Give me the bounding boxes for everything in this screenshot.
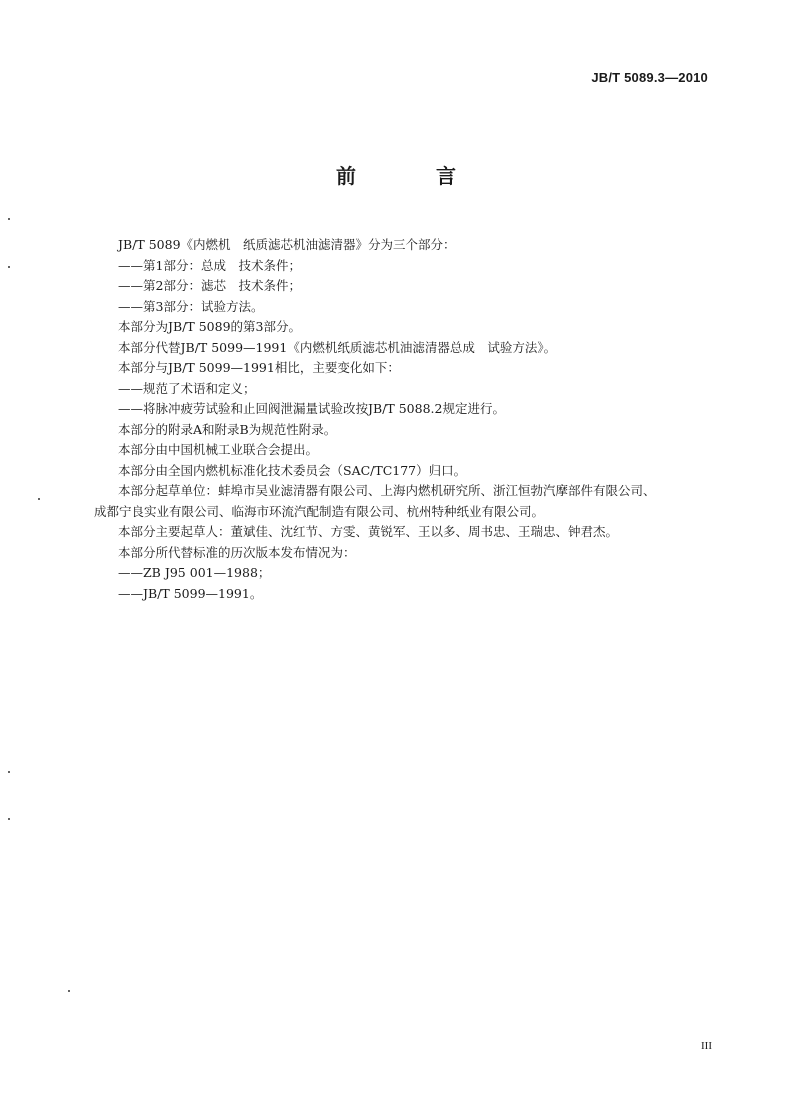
list-item: ——JB/T 5099—1991。 (118, 585, 263, 601)
scan-speck (8, 818, 10, 820)
page-title: 前 言 (336, 164, 486, 188)
scan-speck (8, 771, 10, 773)
paragraph-line: 本部分为JB/T 5089的第3部分。 (118, 319, 301, 334)
paragraph-line: 本部分的附录A和附录B为规范性附录。 (118, 421, 337, 437)
scan-speck (38, 498, 40, 500)
scan-speck (8, 266, 10, 268)
paragraph-line: 本部分所代替标准的历次版本发布情况为： (118, 544, 356, 560)
list-item: ——第2部分：滤芯 技术条件； (118, 278, 301, 293)
paragraph-line: JB/T 5089《内燃机 纸质滤芯机油滤清器》分为三个部分： (118, 237, 456, 252)
page-number: III (701, 1040, 712, 1052)
paragraph-line: 本部分代替JB/T 5099—1991《内燃机纸质滤芯机油滤清器总成 试验方法》。 (118, 339, 557, 355)
scan-speck (8, 218, 10, 220)
list-item: ——ZB J95 001—1988； (118, 565, 271, 580)
list-item: ——规范了术语和定义； (118, 380, 256, 396)
paragraph-line: 本部分由中国机械工业联合会提出。 (118, 442, 319, 457)
list-item: ——第1部分：总成 技术条件； (118, 257, 301, 273)
foreword-body (94, 235, 714, 604)
paragraph-line: 本部分与JB/T 5099—1991相比，主要变化如下： (118, 360, 400, 375)
paragraph-line-continued: 成都宁良实业有限公司、临海市环流汽配制造有限公司、杭州特种纸业有限公司。 (94, 503, 545, 519)
paragraph-line: 本部分由全国内燃机标准化技术委员会（SAC/TC177）归口。 (118, 462, 467, 478)
scan-speck (68, 990, 70, 992)
paragraph-line: 本部分起草单位：蚌埠市吴业滤清器有限公司、上海内燃机研究所、浙江恒勃汽摩部件有限公司、 (118, 483, 656, 498)
standard-number: JB/T 5089.3—2010 (591, 70, 708, 85)
list-item: ——将脉冲疲劳试验和止回阀泄漏量试验改按JB/T 5088.2规定进行。 (118, 401, 505, 416)
paragraph-line: 本部分主要起草人：董斌佳、沈红节、方雯、黄锐军、王以多、周书忠、王瑞忠、钟君杰。 (118, 524, 619, 539)
list-item: ——第3部分：试验方法。 (118, 298, 264, 314)
